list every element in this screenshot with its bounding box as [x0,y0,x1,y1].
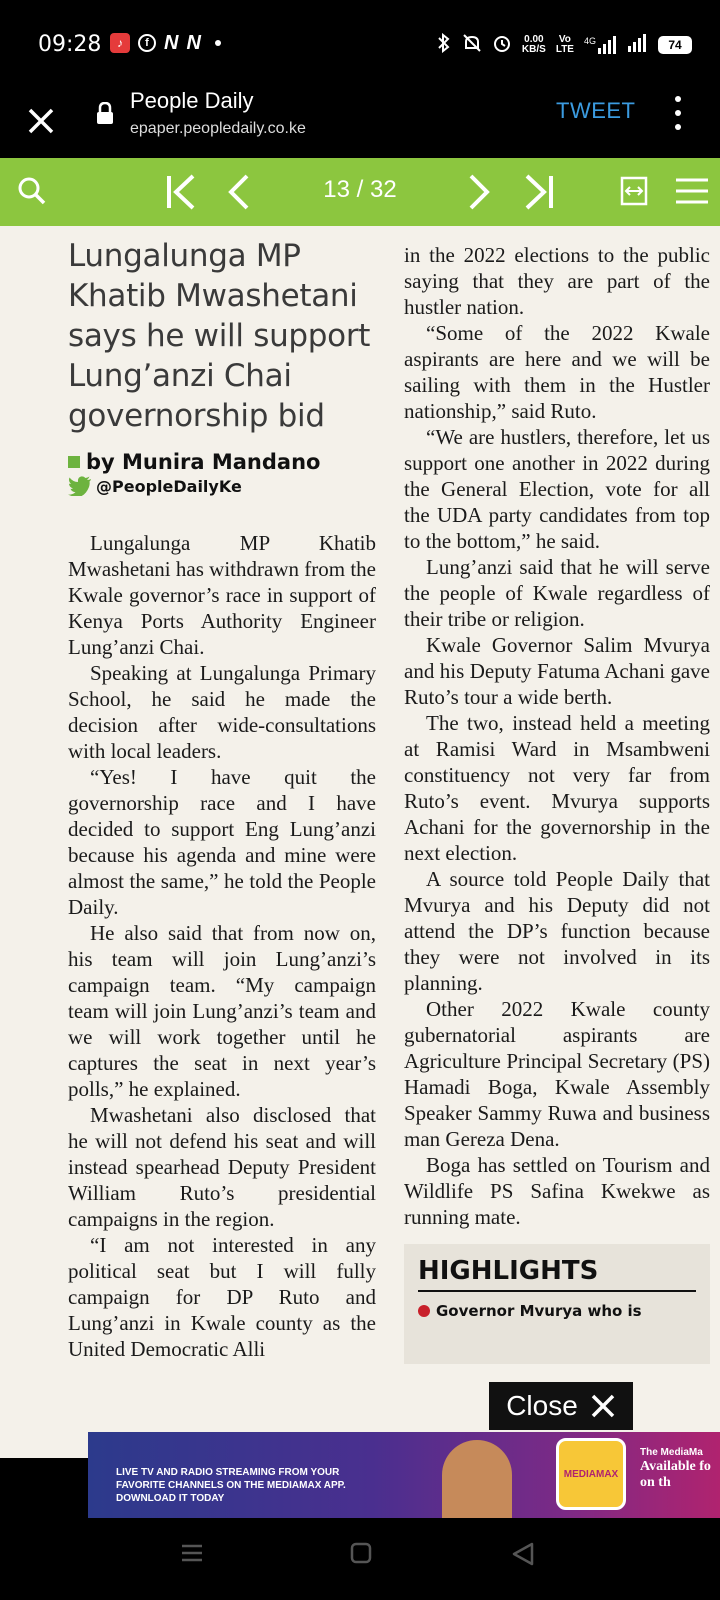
paragraph: The two, instead held a meeting at Ramisi Ward in Msambweni constituency not very far from Ruto’s event. Mvurya supports Achani for the governorship in the next election. [404,711,710,865]
notification-icons [110,33,221,53]
paragraph: “We are hustlers, therefore, let us support one another in 2022 during the General Election, vote for all the UDA party candidates from top to the bottom,” he said. [404,425,710,553]
more-notifications-dot-icon [215,40,221,46]
network-type: 4G [583,35,596,46]
ad-person-image [442,1440,512,1518]
volte-bottom: LTE [555,43,574,55]
previous-page-icon[interactable] [228,174,250,215]
paragraph: in the 2022 elections to the public saying that they are part of the hustler nation. [404,243,710,319]
status-right-icons [436,33,692,56]
article-body-left [68,530,376,1362]
site-url: epaper.peopledaily.co.ke [130,120,306,137]
ad-text: LIVE TV AND RADIO STREAMING FROM YOUR FAVORITE CHANNELS ON THE MEDIAMAX APP. DOWNLOAD IT TODAY [116,1467,346,1504]
speed-unit: KB/S [521,43,546,55]
twitter-handle [68,476,376,496]
alarm-icon [492,33,512,56]
mediamax-app-logo: MEDIAMAX [556,1438,626,1510]
tweet-button[interactable]: TWEET [556,98,636,123]
network-speed [522,35,546,55]
browser-header [0,88,720,158]
paragraph: He also said that from now on, his team will join Lung’anzi’s campaign team. “My campaign team will join Lung’anzi’s team and we will work together until he captures the seat in next year’s polls,” he explained. [68,921,376,1101]
paragraph: “Yes! I have quit the governorship race and I have decided to support Eng Lung’anzi because his agenda and mine were almost the same,” he told the People Daily. [68,765,376,919]
epaper-toolbar [0,158,720,226]
mute-icon [462,33,482,56]
bullet-icon [418,1305,430,1317]
paragraph: “Some of the 2022 Kwale aspirants are here and we will be sailing with them in the Hustler nationship,” said Ruto. [404,321,710,423]
system-nav-bar [0,1518,720,1600]
highlights-item-text: Governor Mvurya who is [436,1302,642,1320]
ad-right-small: The MediaMa [640,1447,703,1458]
article-headline [68,236,376,436]
byline-square-icon [68,456,80,468]
status-time: 09:28 [38,32,102,57]
signal-icon [628,34,648,55]
ad-right-text [640,1446,720,1491]
paragraph: Speaking at Lungalunga Primary School, he said he made the decision after wide-consultations with local leaders. [68,661,376,763]
epaper-page[interactable] [0,226,720,1458]
paragraph: Lungalunga MP Khatib Mwashetani has withdrawn from the Kwale governor’s race in support of Kenya Ports Authority Engineer Lung’anzi Chai. [68,531,376,659]
recent-apps-icon[interactable] [180,1542,204,1569]
battery-icon: 74 [658,36,692,54]
article-body-right [404,242,710,1230]
close-ad-label: Close [506,1390,578,1421]
netflix-icon: N [164,31,179,54]
page-indicator [300,176,420,204]
headline-line: governorship bid [68,398,325,434]
menu-icon[interactable] [674,176,710,211]
article-right-column [404,242,710,1364]
ad-right-big: Available fo on th [640,1459,711,1490]
last-page-icon[interactable] [524,174,554,215]
netflix-icon-2: N [186,31,201,54]
headline-line: says he will support [68,318,371,354]
search-icon[interactable] [18,176,46,211]
volte-top: Vo [558,33,571,45]
handle-text: @PeopleDailyKe [96,476,242,496]
paragraph: Kwale Governor Salim Mvurya and his Deputy Fatuma Achani gave Ruto’s tour a wide berth. [404,633,710,709]
paragraph: “I am not interested in any political seat but I will fully campaign for DP Ruto and Lung’anzi in Kwale county as the United Democratic Alli [68,1233,376,1361]
headline-line: Khatib Mwashetani [68,278,358,314]
total-pages: 32 [370,176,397,203]
bluetooth-icon [436,33,452,56]
article-left-column [68,236,376,1362]
paragraph: Boga has settled on Tourism and Wildlife PS Safina Kwekwe as running mate. [404,1153,710,1229]
twitter-bird-icon [68,476,92,496]
next-page-icon[interactable] [468,174,490,215]
current-page: 13 [323,176,350,203]
status-bar [0,0,720,88]
highlights-title: HIGHLIGHTS [418,1256,696,1292]
paragraph: A source told People Daily that Mvurya and his Deputy did not attend the DP’s function because they were not involved in its planning. [404,867,710,995]
paragraph: Mwashetani also disclosed that he will not defend his seat and will instead spearhead Deputy President William Ruto’s presidential campaigns in the region. [68,1103,376,1231]
home-icon[interactable] [350,1542,372,1569]
paragraph: Lung’anzi said that he will serve the people of Kwale regardless of their tribe or religion. [404,555,710,631]
highlights-box [404,1244,710,1364]
close-ad-button[interactable] [489,1382,633,1430]
first-page-icon[interactable] [166,174,196,215]
volte-indicator [556,35,574,55]
lock-icon [96,102,114,124]
highlights-item [418,1302,696,1320]
ad-banner[interactable] [88,1432,720,1518]
more-options-icon[interactable] [672,96,684,130]
signal-4g-icon [584,36,618,54]
back-icon[interactable] [512,1542,534,1571]
paragraph: Other 2022 Kwale county gubernatorial aspirants are Agriculture Principal Secretary (PS) Hamadi Boga, Kwale Assembly Speaker Sammy Ruwa and business man Gereza Dena. [404,997,710,1151]
facebook-icon: f [138,34,156,52]
page-separator: / [349,176,370,203]
site-title: People Daily [130,88,254,113]
close-browser-button[interactable] [26,106,56,136]
close-icon [590,1393,616,1419]
headline-line: Lungalunga MP [68,238,301,274]
author-name: by Munira Mandano [86,450,321,474]
speed-value: 0.00 [524,33,544,45]
music-app-icon: ♪ [110,33,130,53]
headline-line: Lung’anzi Chai [68,358,292,394]
byline [68,450,376,474]
fit-width-icon[interactable] [620,176,648,211]
